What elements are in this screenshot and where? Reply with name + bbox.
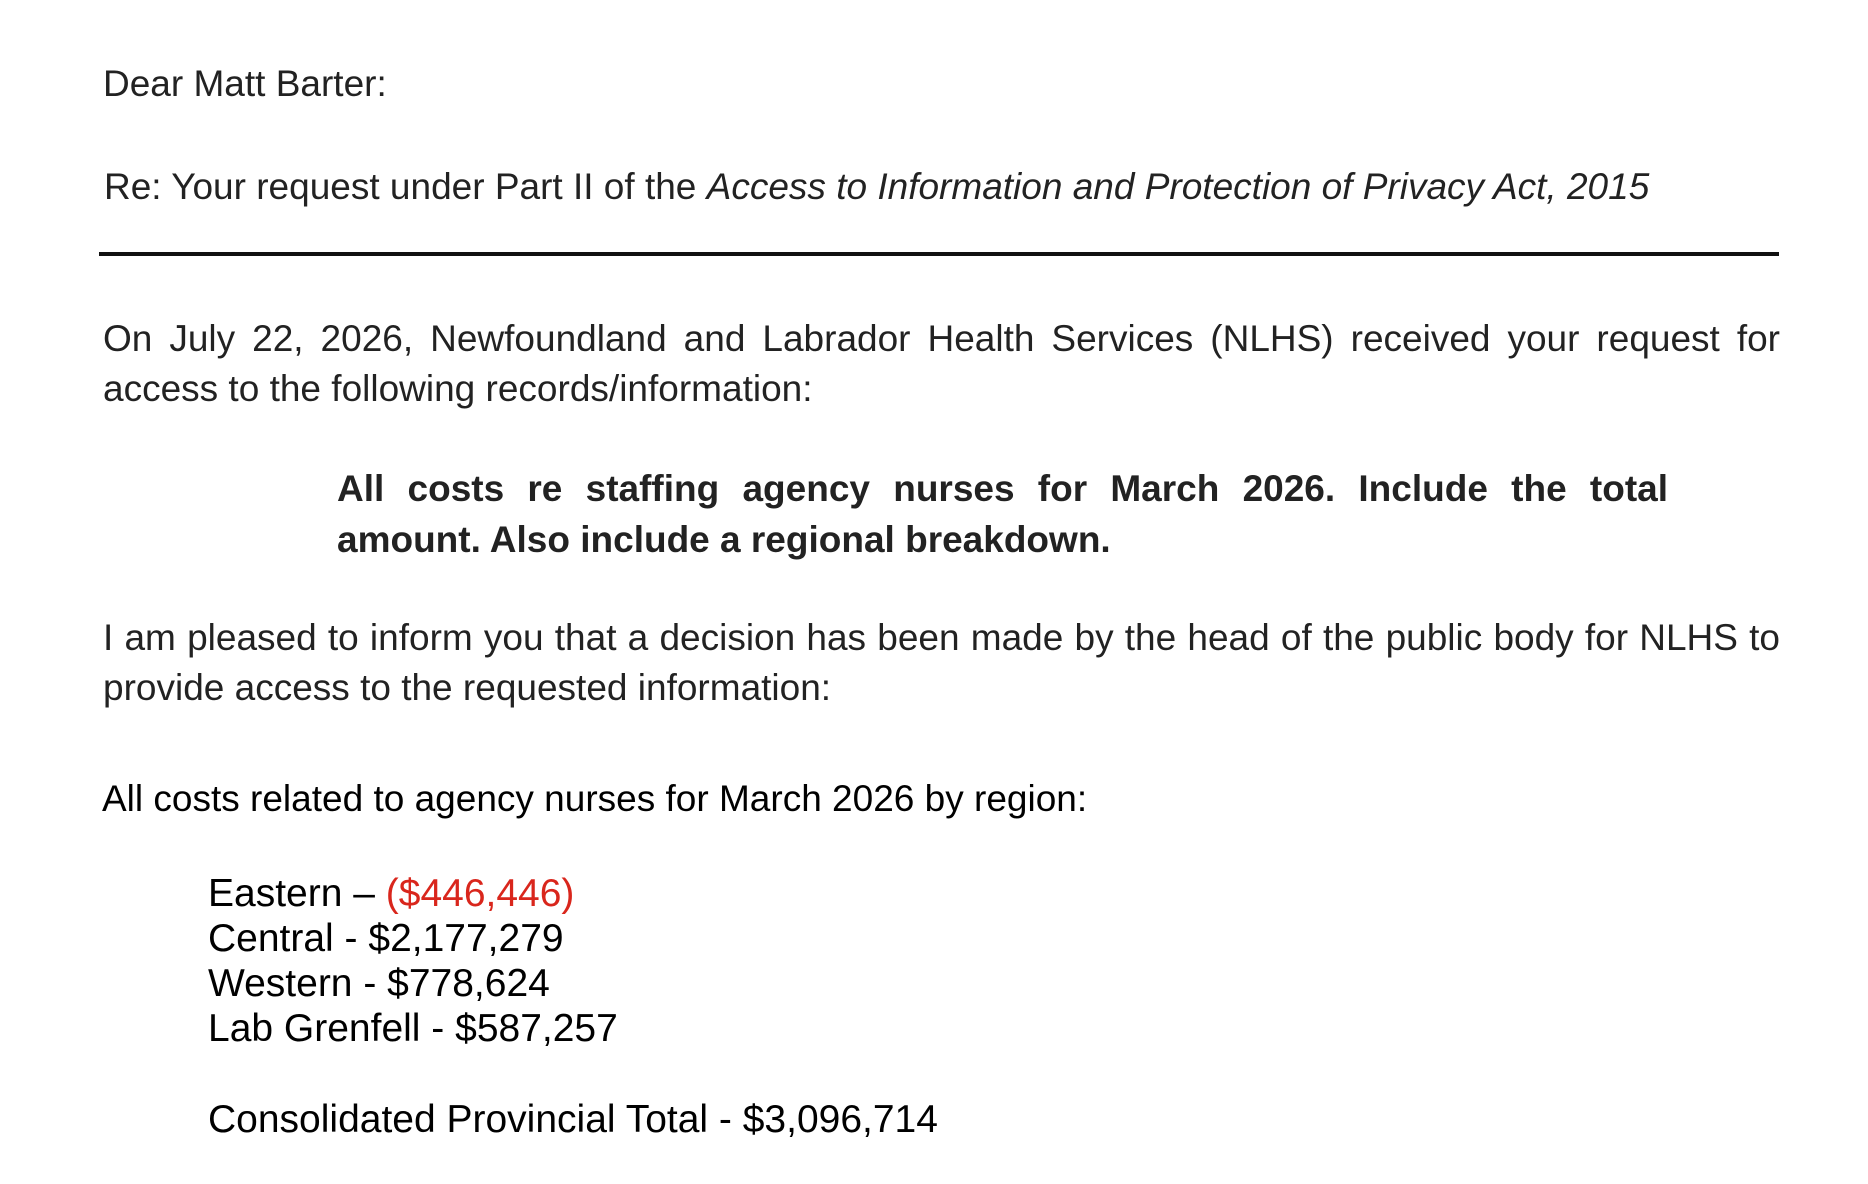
region-label: Western - xyxy=(208,962,388,1005)
region-value: $587,257 xyxy=(455,1007,618,1050)
decision-paragraph: I am pleased to inform you that a decision has been made by the head of the public body for NLHS to provide access to the requested information: xyxy=(103,617,1780,708)
region-item-western xyxy=(208,961,618,1006)
total-label: Consolidated Provincial Total - xyxy=(208,1098,743,1141)
received-paragraph: On July 22, 2026, Newfoundland and Labrador Health Services (NLHS) received your request for access to the following records/information: xyxy=(103,318,1780,409)
horizontal-divider xyxy=(99,252,1779,256)
region-item-central xyxy=(208,916,618,961)
region-label: Central - xyxy=(208,917,369,960)
request-quote: All costs re staffing agency nurses for March 2026. Include the total amount. Also include a regional breakdown. xyxy=(337,468,1668,560)
region-label: Eastern – xyxy=(208,872,386,915)
act-title: Access to Information and Protection of Privacy Act, 2015 xyxy=(706,166,1650,207)
region-value: $778,624 xyxy=(387,962,550,1005)
total-value: $3,096,714 xyxy=(742,1098,938,1141)
region-label: Lab Grenfell - xyxy=(208,1007,456,1050)
subject-prefix: Re: Your request under Part II of the xyxy=(104,166,707,207)
subject-line xyxy=(104,161,1649,212)
region-cost-list xyxy=(208,871,618,1051)
region-item-lab-grenfell xyxy=(208,1006,618,1051)
region-item-eastern xyxy=(208,871,618,916)
salutation: Dear Matt Barter: xyxy=(103,63,387,104)
provincial-total xyxy=(208,1097,938,1142)
costs-heading: All costs related to agency nurses for March 2026 by region: xyxy=(102,778,1088,819)
region-value: ($446,446) xyxy=(385,872,575,915)
region-value: $2,177,279 xyxy=(368,917,564,960)
